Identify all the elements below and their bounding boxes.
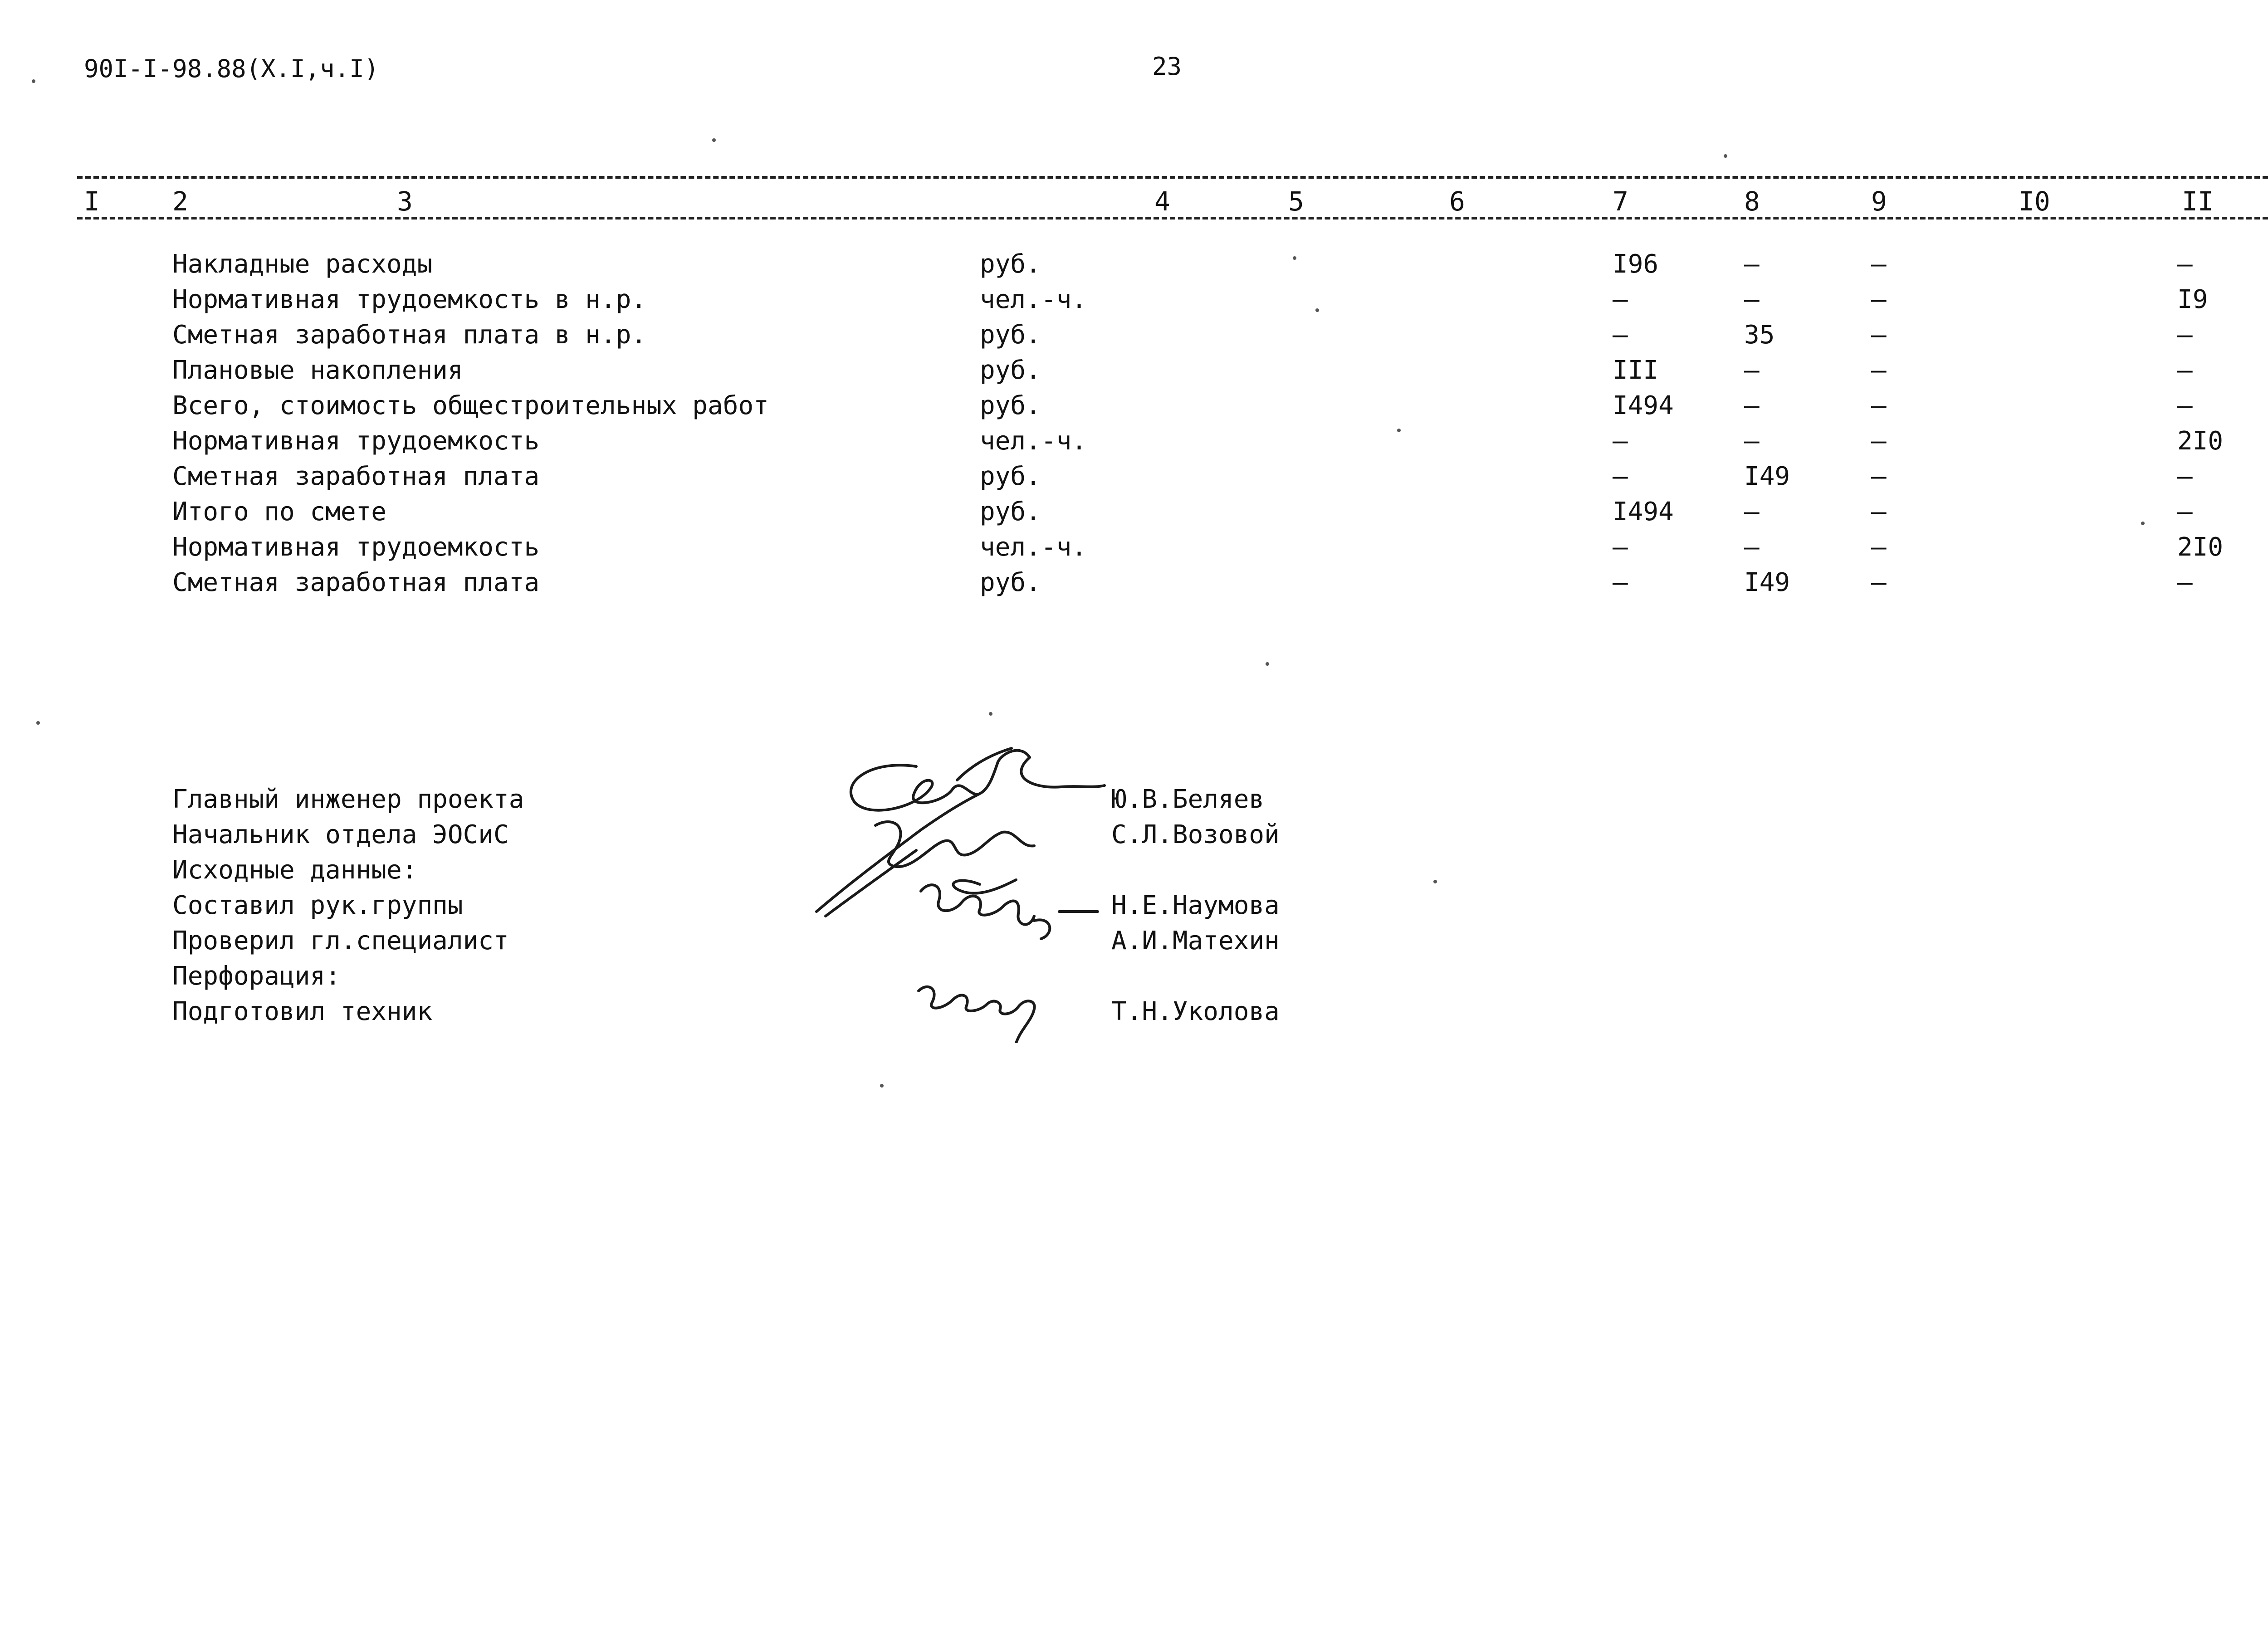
table-row	[0, 570, 2268, 602]
row-col9: –	[1871, 391, 1887, 420]
row-col11: –	[2177, 497, 2193, 527]
row-unit: руб.	[980, 462, 1041, 491]
row-col9: –	[1871, 497, 1887, 527]
row-col8: –	[1744, 285, 1760, 314]
header-rule-top	[77, 176, 2268, 179]
scan-speck	[1397, 429, 1401, 432]
row-col11: 2I0	[2177, 532, 2224, 562]
column-header-4: 4	[1154, 186, 1170, 217]
row-unit: руб.	[980, 320, 1041, 350]
row-col7: –	[1613, 320, 1628, 350]
row-label: Накладные расходы	[172, 249, 433, 279]
row-col7: –	[1613, 285, 1628, 314]
row-col8: –	[1744, 426, 1760, 456]
scan-speck	[32, 79, 35, 83]
header-rule-bottom	[77, 217, 2268, 219]
document-code: 90I-I-98.88(X.I,ч.I)	[84, 54, 379, 83]
row-label: Нормативная трудоемкость	[172, 426, 540, 456]
table-row	[0, 499, 2268, 531]
signature-role: Исходные данные:	[172, 855, 417, 885]
column-header-6: 6	[1449, 186, 1465, 217]
row-col11: –	[2177, 462, 2193, 491]
row-col8: –	[1744, 391, 1760, 420]
row-label: Плановые накопления	[172, 356, 463, 385]
row-unit: чел.-ч.	[980, 426, 1087, 456]
row-col9: –	[1871, 426, 1887, 456]
row-col7: I494	[1613, 497, 1674, 527]
row-col8: –	[1744, 356, 1760, 385]
row-col9: –	[1871, 320, 1887, 350]
scan-speck	[1293, 256, 1296, 260]
row-col11: –	[2177, 320, 2193, 350]
signature-role: Составил рук.группы	[172, 891, 463, 920]
column-header-11: II	[2182, 186, 2214, 217]
row-unit: руб.	[980, 356, 1041, 385]
row-col8: 35	[1744, 320, 1775, 350]
column-header-5: 5	[1288, 186, 1304, 217]
column-header-2: 2	[172, 186, 188, 217]
row-label: Сметная заработная плата	[172, 568, 540, 597]
row-col9: –	[1871, 249, 1887, 279]
table-row	[0, 393, 2268, 425]
column-header-3: 3	[397, 186, 413, 217]
scan-speck	[1724, 154, 1727, 158]
table-row	[0, 287, 2268, 319]
column-header-7: 7	[1613, 186, 1628, 217]
row-label: Всего, стоимость общестроительных работ	[172, 391, 769, 420]
row-col7: I96	[1613, 249, 1659, 279]
row-col8: –	[1744, 249, 1760, 279]
row-unit: чел.-ч.	[980, 285, 1087, 314]
row-col11: I9	[2177, 285, 2208, 314]
row-col8: –	[1744, 497, 1760, 527]
signature-role: Подготовил техник	[172, 997, 433, 1026]
scan-speck	[712, 138, 716, 142]
scan-speck	[36, 721, 40, 725]
row-col7: –	[1613, 462, 1628, 491]
row-col7: I494	[1613, 391, 1674, 420]
row-col9: –	[1871, 356, 1887, 385]
signature-name: А.И.Матехин	[1111, 926, 1280, 956]
row-col8: I49	[1744, 568, 1790, 597]
signature-role: Перфорация:	[172, 961, 341, 991]
signature-name: Н.Е.Наумова	[1111, 891, 1280, 920]
row-col11: –	[2177, 568, 2193, 597]
row-unit: руб.	[980, 568, 1041, 597]
row-col9: –	[1871, 532, 1887, 562]
row-unit: руб.	[980, 249, 1041, 279]
row-col9: –	[1871, 568, 1887, 597]
row-col11: –	[2177, 356, 2193, 385]
row-col11: –	[2177, 249, 2193, 279]
scan-speck	[2141, 522, 2145, 525]
signature-role: Начальник отдела ЭОСиС	[172, 820, 509, 849]
signature-role: Главный инженер проекта	[172, 785, 524, 814]
handwritten-signatures	[807, 735, 1116, 1043]
row-label: Нормативная трудоемкость в н.р.	[172, 285, 647, 314]
column-header-10: I0	[2019, 186, 2050, 217]
table-row	[0, 249, 2268, 283]
row-col9: –	[1871, 462, 1887, 491]
row-col7: –	[1613, 568, 1628, 597]
table-row	[0, 464, 2268, 496]
row-col11: –	[2177, 391, 2193, 420]
row-unit: чел.-ч.	[980, 532, 1087, 562]
row-col7: –	[1613, 532, 1628, 562]
signature-name: С.Л.Возовой	[1111, 820, 1280, 849]
column-header-1: I	[84, 186, 100, 217]
table-row	[0, 426, 2268, 460]
row-unit: руб.	[980, 391, 1041, 420]
scan-speck	[1315, 308, 1319, 312]
scan-speck	[989, 712, 992, 716]
signature-name: Т.Н.Уколова	[1111, 997, 1280, 1026]
row-label: Сметная заработная плата в н.р.	[172, 320, 647, 350]
row-unit: руб.	[980, 497, 1041, 527]
column-header-8: 8	[1744, 186, 1760, 217]
row-col8: I49	[1744, 462, 1790, 491]
row-col7: –	[1613, 426, 1628, 456]
table-row	[0, 358, 2268, 390]
scan-speck	[1266, 662, 1269, 666]
table-row	[0, 532, 2268, 566]
row-col7: III	[1613, 356, 1659, 385]
scan-speck	[880, 1084, 884, 1088]
table-row	[0, 322, 2268, 354]
row-label: Итого по смете	[172, 497, 387, 527]
row-col9: –	[1871, 285, 1887, 314]
scan-speck	[1433, 880, 1437, 883]
signature-role: Проверил гл.специалист	[172, 926, 509, 956]
row-label: Сметная заработная плата	[172, 462, 540, 491]
signature-name: Ю.В.Беляев	[1111, 785, 1265, 814]
row-col8: –	[1744, 532, 1760, 562]
row-col11: 2I0	[2177, 426, 2224, 456]
page-number: 23	[1152, 52, 1182, 81]
column-header-9: 9	[1871, 186, 1887, 217]
row-label: Нормативная трудоемкость	[172, 532, 540, 562]
